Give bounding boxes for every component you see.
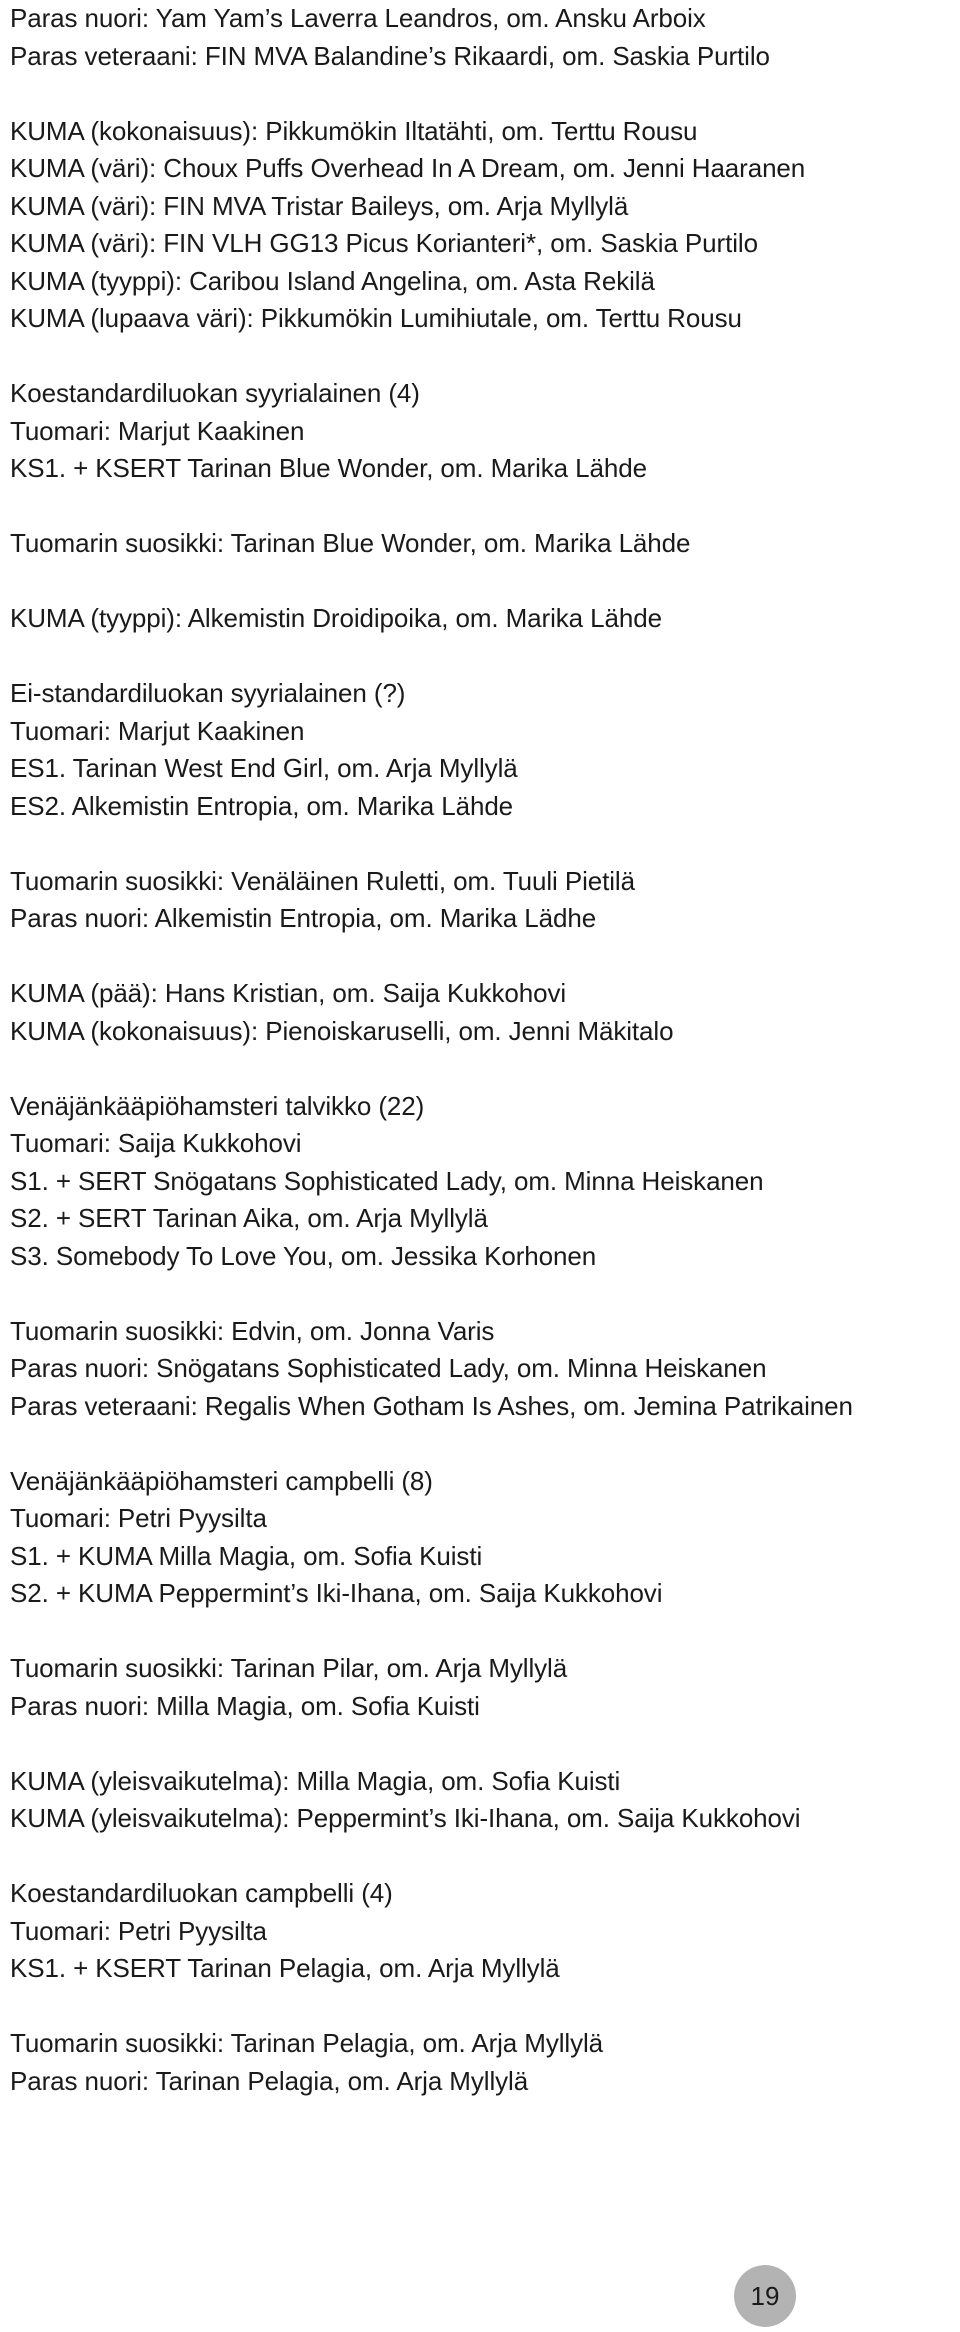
- paragraph-gap: [10, 338, 950, 376]
- result-line: ES2. Alkemistin Entropia, om. Marika Lähde: [10, 790, 514, 821]
- result-line: Paras nuori: Yam Yam’s Laverra Leandros, om. Ansku Arboix: [10, 3, 706, 33]
- paragraph-gap: [10, 1275, 950, 1313]
- result-block: [10, 525, 950, 563]
- result-line: Tuomari: Marjut Kaakinen: [10, 715, 305, 746]
- result-line: KUMA (väri): Choux Puffs Overhead In A Dream, om. Jenni Haaranen: [10, 153, 806, 183]
- result-block: [10, 975, 950, 1050]
- result-line: Paras nuori: Alkemistin Entropia, om. Marika Lädhe: [10, 903, 597, 933]
- paragraph-gap: [10, 1988, 950, 2026]
- result-block: [10, 1875, 950, 1988]
- page-number-badge: 19: [734, 2265, 796, 2327]
- result-block: [10, 600, 950, 638]
- result-line: Tuomarin suosikki: Edvin, om. Jonna Varis: [10, 1315, 495, 1346]
- result-block: [10, 113, 950, 338]
- paragraph-gap: [10, 1725, 950, 1763]
- paragraph-gap: [10, 75, 950, 113]
- document-page: [10, 0, 950, 2100]
- result-line: S2. + KUMA Peppermint’s Iki-Ihana, om. Saija Kukkohovi: [10, 1578, 663, 1608]
- result-block: [10, 863, 950, 938]
- result-line: KUMA (lupaava väri): Pikkumökin Lumihiutale, om. Terttu Rousu: [10, 303, 742, 333]
- result-line: KUMA (yleisvaikutelma): Peppermint’s Iki-Ihana, om. Saija Kukkohovi: [10, 1803, 801, 1833]
- result-line: S1. + SERT Snögatans Sophisticated Lady, om. Minna Heiskanen: [10, 1165, 764, 1196]
- result-block: [10, 675, 950, 825]
- result-line: Tuomarin suosikki: Tarinan Pilar, om. Arja Myllylä: [10, 1653, 568, 1683]
- result-line: KUMA (väri): FIN VLH GG13 Picus Korianteri*, om. Saskia Purtilo: [10, 228, 758, 258]
- result-block: [10, 375, 950, 488]
- result-line: KUMA (pää): Hans Kristian, om. Saija Kukkohovi: [10, 978, 567, 1008]
- result-line: Paras nuori: Snögatans Sophisticated Lady, om. Minna Heiskanen: [10, 1353, 767, 1383]
- paragraph-gap: [10, 1050, 950, 1088]
- result-line: Tuomari: Saija Kukkohovi: [10, 1128, 302, 1158]
- paragraph-gap: [10, 1425, 950, 1463]
- result-line: Paras nuori: Tarinan Pelagia, om. Arja Myllylä: [10, 2065, 529, 2096]
- result-line: Venäjänkääpiöhamsteri campbelli (8): [10, 1465, 433, 1496]
- result-line: KUMA (tyyppi): Alkemistin Droidipoika, om. Marika Lähde: [10, 603, 662, 633]
- result-line: ES1. Tarinan West End Girl, om. Arja Myllylä: [10, 753, 518, 783]
- paragraph-gap: [10, 1838, 950, 1876]
- result-line: KS1. + KSERT Tarinan Blue Wonder, om. Marika Lähde: [10, 453, 647, 483]
- result-line: KS1. + KSERT Tarinan Pelagia, om. Arja Myllylä: [10, 1953, 560, 1983]
- result-line: Koestandardiluokan syyrialainen (4): [10, 378, 420, 408]
- result-line: S2. + SERT Tarinan Aika, om. Arja Myllylä: [10, 1203, 488, 1233]
- paragraph-gap: [10, 938, 950, 976]
- result-line: Venäjänkääpiöhamsteri talvikko (22): [10, 1090, 425, 1121]
- result-line: KUMA (väri): FIN MVA Tristar Baileys, om. Arja Myllylä: [10, 190, 629, 221]
- result-block: [10, 2025, 950, 2100]
- result-line: Tuomari: Petri Pyysilta: [10, 1503, 267, 1533]
- result-line: Paras nuori: Milla Magia, om. Sofia Kuisti: [10, 1690, 480, 1721]
- result-line: S3. Somebody To Love You, om. Jessika Korhonen: [10, 1240, 597, 1271]
- paragraph-gap: [10, 638, 950, 676]
- result-line: Koestandardiluokan campbelli (4): [10, 1878, 393, 1908]
- result-line: S1. + KUMA Milla Magia, om. Sofia Kuisti: [10, 1540, 483, 1571]
- result-line: KUMA (tyyppi): Caribou Island Angelina, om. Asta Rekilä: [10, 265, 655, 296]
- paragraph-gap: [10, 825, 950, 863]
- result-line: Paras veteraani: Regalis When Gotham Is Ashes, om. Jemina Patrikainen: [10, 1390, 853, 1421]
- result-line: KUMA (yleisvaikutelma): Milla Magia, om. Sofia Kuisti: [10, 1765, 621, 1796]
- result-line: Ei-standardiluokan syyrialainen (?): [10, 678, 406, 708]
- result-line: KUMA (kokonaisuus): Pienoiskaruselli, om. Jenni Mäkitalo: [10, 1015, 674, 1046]
- result-block: [10, 1088, 950, 1276]
- paragraph-gap: [10, 1613, 950, 1651]
- result-line: Paras veteraani: FIN MVA Balandine’s Rikaardi, om. Saskia Purtilo: [10, 40, 770, 71]
- result-block: [10, 1763, 950, 1838]
- result-block: [10, 0, 950, 75]
- result-block: [10, 1463, 950, 1613]
- paragraph-gap: [10, 488, 950, 526]
- result-line: Tuomari: Petri Pyysilta: [10, 1915, 267, 1946]
- result-line: Tuomarin suosikki: Tarinan Blue Wonder, om. Marika Lähde: [10, 528, 691, 558]
- result-line: KUMA (kokonaisuus): Pikkumökin Iltatähti, om. Terttu Rousu: [10, 115, 698, 146]
- result-block: [10, 1650, 950, 1725]
- result-line: Tuomarin suosikki: Venäläinen Ruletti, om. Tuuli Pietilä: [10, 865, 635, 896]
- result-block: [10, 1313, 950, 1426]
- result-line: Tuomari: Marjut Kaakinen: [10, 415, 305, 446]
- result-line: Tuomarin suosikki: Tarinan Pelagia, om. Arja Myllylä: [10, 2028, 604, 2058]
- paragraph-gap: [10, 563, 950, 601]
